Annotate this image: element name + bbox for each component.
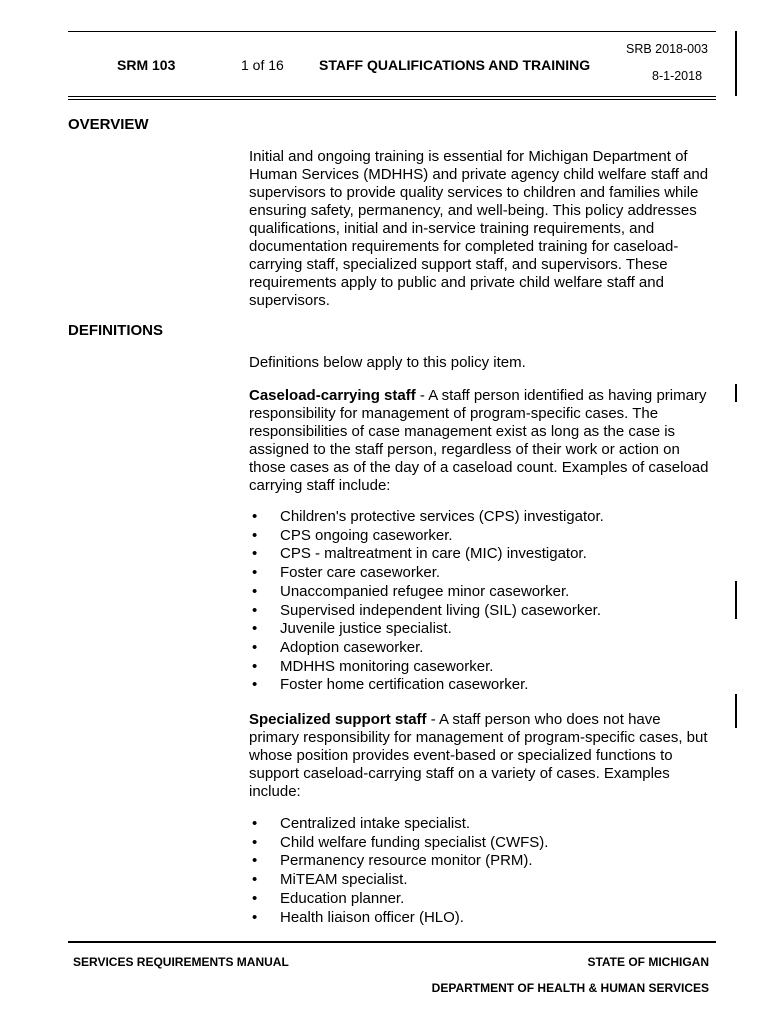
list-item: • Children's protective services (CPS) investigator. <box>249 508 604 527</box>
page-info: 1 of 16 <box>241 57 284 73</box>
change-bar-caseload <box>735 384 737 402</box>
overview-heading: OVERVIEW <box>68 116 149 133</box>
definitions-intro: Definitions below apply to this policy item. <box>249 354 526 371</box>
footer-department: DEPARTMENT OF HEALTH & HUMAN SERVICES <box>431 981 709 995</box>
list-item: • Juvenile justice specialist. <box>249 620 604 639</box>
bulletin-date: 8-1-2018 <box>652 69 703 83</box>
caseload-text: - A staff person identified as having primary responsibility for management of program-specific cases. The responsibilities of case management exist as long as the case is assigned to the staff person, regardless of their work or action on those cases as of the day of a caseload count. Examples of caseload carrying staff include: <box>249 387 709 494</box>
caseload-definition <box>249 387 711 495</box>
list-item: • Adoption caseworker. <box>249 639 604 658</box>
list-item: • Health liaison officer (HLO). <box>249 909 548 928</box>
definitions-heading: DEFINITIONS <box>68 322 164 339</box>
header-bottom-rule <box>68 96 716 97</box>
caseload-examples-list <box>249 508 604 695</box>
footer-state: STATE OF MICHIGAN <box>587 955 709 969</box>
list-item: • Education planner. <box>249 890 548 909</box>
list-item: • Centralized intake specialist. <box>249 815 548 834</box>
specialized-examples-list <box>249 815 548 927</box>
footer-rule <box>68 941 716 943</box>
specialized-text: - A staff person who does not have primary responsibility for management of program-specific cases, but whose position provides event-based or specialized functions to support caseload-carrying staff on a variety of cases. Examples include: <box>249 711 708 800</box>
caseload-term: Caseload-carrying staff <box>249 387 416 404</box>
header-bottom-rule-2 <box>68 99 716 100</box>
change-bar-specialized <box>735 694 737 728</box>
list-item: • Permanency resource monitor (PRM). <box>249 852 548 871</box>
overview-text: Initial and ongoing training is essential for Michigan Department of Human Services (MDHHS) and private agency child welfare staff and supervisors to provide quality services to children and families while ensuring safety, permanency, and well-being. This policy addresses qualifications, initial and in-service training requirements, and documentation requirements for completed training for caseload-carrying staff, specialized support staff, and supervisors. These requirements apply to public and private child welfare staff and supervisors. <box>249 148 709 309</box>
list-item: • MDHHS monitoring caseworker. <box>249 658 604 677</box>
bulletin-number: SRB 2018-003 <box>626 42 709 56</box>
header-top-rule <box>68 31 716 32</box>
list-item: • Foster care caseworker. <box>249 564 604 583</box>
list-item: • Foster home certification caseworker. <box>249 676 604 695</box>
manual-code: SRM 103 <box>117 57 176 73</box>
change-bar-examples <box>735 581 737 619</box>
list-item: • CPS ongoing caseworker. <box>249 527 604 546</box>
list-item: • Supervised independent living (SIL) caseworker. <box>249 602 604 621</box>
list-item: • CPS - maltreatment in care (MIC) investigator. <box>249 545 604 564</box>
footer-manual-name: SERVICES REQUIREMENTS MANUAL <box>73 955 289 969</box>
specialized-definition <box>249 711 711 801</box>
change-bar-header <box>735 31 737 96</box>
list-item: • MiTEAM specialist. <box>249 871 548 890</box>
page-title: STAFF QUALIFICATIONS AND TRAINING <box>319 57 591 73</box>
list-item: • Unaccompanied refugee minor caseworker. <box>249 583 604 602</box>
list-item: • Child welfare funding specialist (CWFS). <box>249 834 548 853</box>
specialized-term: Specialized support staff <box>249 711 427 728</box>
